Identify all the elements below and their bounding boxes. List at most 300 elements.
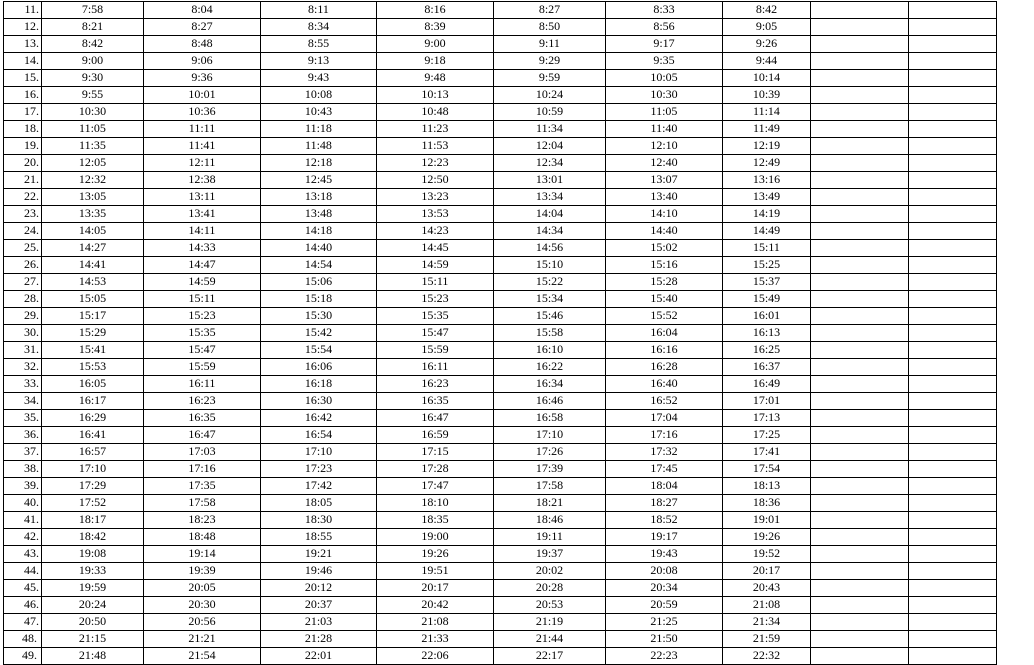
time-cell: 18:30: [261, 512, 377, 529]
time-cell: 12:34: [494, 155, 606, 172]
time-cell: 17:25: [723, 427, 811, 444]
table-row: [4, 410, 997, 427]
time-cell: 21:44: [494, 631, 606, 648]
empty-cell: [811, 597, 909, 614]
time-cell: 14:45: [377, 240, 494, 257]
empty-cell: [811, 104, 909, 121]
timetable-body: [4, 2, 997, 665]
time-cell: 16:17: [42, 393, 144, 410]
empty-cell: [909, 87, 997, 104]
time-cell: 17:10: [494, 427, 606, 444]
table-row: [4, 2, 997, 19]
time-cell: 16:57: [42, 444, 144, 461]
time-cell: 11:34: [494, 121, 606, 138]
time-cell: 18:27: [606, 495, 723, 512]
time-cell: 15:16: [606, 257, 723, 274]
time-cell: 9:35: [606, 53, 723, 70]
time-cell: 9:29: [494, 53, 606, 70]
time-cell: 10:30: [606, 87, 723, 104]
empty-cell: [811, 461, 909, 478]
empty-cell: [909, 257, 997, 274]
time-cell: 19:26: [723, 529, 811, 546]
time-cell: 20:42: [377, 597, 494, 614]
empty-cell: [909, 444, 997, 461]
time-cell: 16:10: [494, 342, 606, 359]
time-cell: 8:42: [42, 36, 144, 53]
time-cell: 18:52: [606, 512, 723, 529]
empty-cell: [811, 427, 909, 444]
empty-cell: [909, 427, 997, 444]
empty-cell: [909, 206, 997, 223]
time-cell: 18:46: [494, 512, 606, 529]
time-cell: 15:37: [723, 274, 811, 291]
time-cell: 18:35: [377, 512, 494, 529]
row-number: 23.: [4, 206, 42, 223]
table-row: [4, 172, 997, 189]
empty-cell: [909, 291, 997, 308]
time-cell: 15:49: [723, 291, 811, 308]
time-cell: 15:11: [723, 240, 811, 257]
time-cell: 15:59: [377, 342, 494, 359]
time-cell: 8:21: [42, 19, 144, 36]
time-cell: 17:15: [377, 444, 494, 461]
empty-cell: [811, 87, 909, 104]
empty-cell: [909, 189, 997, 206]
time-cell: 21:33: [377, 631, 494, 648]
row-number: 36.: [4, 427, 42, 444]
time-cell: 16:54: [261, 427, 377, 444]
empty-cell: [811, 2, 909, 19]
time-cell: 14:04: [494, 206, 606, 223]
empty-cell: [811, 53, 909, 70]
time-cell: 15:47: [377, 325, 494, 342]
time-cell: 17:32: [606, 444, 723, 461]
time-cell: 14:40: [606, 223, 723, 240]
row-number: 39.: [4, 478, 42, 495]
empty-cell: [811, 614, 909, 631]
empty-cell: [811, 240, 909, 257]
time-cell: 14:47: [144, 257, 261, 274]
time-cell: 21:08: [377, 614, 494, 631]
time-cell: 12:38: [144, 172, 261, 189]
time-cell: 17:52: [42, 495, 144, 512]
time-cell: 13:16: [723, 172, 811, 189]
time-cell: 14:05: [42, 223, 144, 240]
time-cell: 10:30: [42, 104, 144, 121]
time-cell: 20:53: [494, 597, 606, 614]
empty-cell: [811, 155, 909, 172]
table-row: [4, 359, 997, 376]
time-cell: 8:33: [606, 2, 723, 19]
time-cell: 11:48: [261, 138, 377, 155]
table-row: [4, 138, 997, 155]
time-cell: 22:06: [377, 648, 494, 665]
time-cell: 19:14: [144, 546, 261, 563]
time-cell: 17:10: [261, 444, 377, 461]
time-cell: 14:40: [261, 240, 377, 257]
row-number: 13.: [4, 36, 42, 53]
time-cell: 19:51: [377, 563, 494, 580]
time-cell: 21:25: [606, 614, 723, 631]
time-cell: 12:05: [42, 155, 144, 172]
table-row: [4, 342, 997, 359]
time-cell: 8:04: [144, 2, 261, 19]
time-cell: 15:41: [42, 342, 144, 359]
time-cell: 11:41: [144, 138, 261, 155]
row-number: 32.: [4, 359, 42, 376]
time-cell: 14:10: [606, 206, 723, 223]
empty-cell: [811, 478, 909, 495]
row-number: 24.: [4, 223, 42, 240]
row-number: 47.: [4, 614, 42, 631]
time-cell: 8:56: [606, 19, 723, 36]
table-row: [4, 87, 997, 104]
time-cell: 14:59: [144, 274, 261, 291]
empty-cell: [909, 342, 997, 359]
table-row: [4, 308, 997, 325]
time-cell: 10:48: [377, 104, 494, 121]
row-number: 28.: [4, 291, 42, 308]
time-cell: 10:08: [261, 87, 377, 104]
time-cell: 17:16: [144, 461, 261, 478]
time-cell: 9:59: [494, 70, 606, 87]
time-cell: 10:01: [144, 87, 261, 104]
time-cell: 14:18: [261, 223, 377, 240]
time-cell: 15:40: [606, 291, 723, 308]
table-row: [4, 53, 997, 70]
row-number: 34.: [4, 393, 42, 410]
time-cell: 16:30: [261, 393, 377, 410]
row-number: 11.: [4, 2, 42, 19]
time-cell: 11:14: [723, 104, 811, 121]
empty-cell: [811, 172, 909, 189]
row-number: 33.: [4, 376, 42, 393]
time-cell: 19:01: [723, 512, 811, 529]
empty-cell: [811, 325, 909, 342]
table-row: [4, 495, 997, 512]
time-cell: 8:34: [261, 19, 377, 36]
empty-cell: [909, 274, 997, 291]
empty-cell: [909, 36, 997, 53]
empty-cell: [811, 274, 909, 291]
empty-cell: [909, 563, 997, 580]
time-cell: 11:23: [377, 121, 494, 138]
row-number: 30.: [4, 325, 42, 342]
empty-cell: [909, 223, 997, 240]
table-row: [4, 393, 997, 410]
time-cell: 19:00: [377, 529, 494, 546]
time-cell: 18:10: [377, 495, 494, 512]
empty-cell: [811, 546, 909, 563]
time-cell: 11:35: [42, 138, 144, 155]
empty-cell: [909, 104, 997, 121]
time-cell: 16:04: [606, 325, 723, 342]
empty-cell: [909, 325, 997, 342]
empty-cell: [811, 223, 909, 240]
time-cell: 9:43: [261, 70, 377, 87]
row-number: 31.: [4, 342, 42, 359]
time-cell: 13:48: [261, 206, 377, 223]
time-cell: 11:05: [606, 104, 723, 121]
time-cell: 17:13: [723, 410, 811, 427]
time-cell: 17:41: [723, 444, 811, 461]
time-cell: 11:18: [261, 121, 377, 138]
empty-cell: [909, 138, 997, 155]
time-cell: 8:27: [144, 19, 261, 36]
time-cell: 9:26: [723, 36, 811, 53]
time-cell: 18:13: [723, 478, 811, 495]
row-number: 29.: [4, 308, 42, 325]
table-row: [4, 19, 997, 36]
time-cell: 17:54: [723, 461, 811, 478]
time-cell: 15:22: [494, 274, 606, 291]
table-row: [4, 444, 997, 461]
time-cell: 15:35: [377, 308, 494, 325]
time-cell: 14:33: [144, 240, 261, 257]
empty-cell: [811, 444, 909, 461]
empty-cell: [909, 155, 997, 172]
row-number: 22.: [4, 189, 42, 206]
empty-cell: [811, 189, 909, 206]
empty-cell: [811, 631, 909, 648]
time-cell: 8:48: [144, 36, 261, 53]
empty-cell: [811, 257, 909, 274]
time-cell: 10:43: [261, 104, 377, 121]
time-cell: 12:32: [42, 172, 144, 189]
time-cell: 16:42: [261, 410, 377, 427]
row-number: 49.: [4, 648, 42, 665]
time-cell: 16:23: [377, 376, 494, 393]
row-number: 20.: [4, 155, 42, 172]
time-cell: 15:02: [606, 240, 723, 257]
table-row: [4, 614, 997, 631]
time-cell: 16:22: [494, 359, 606, 376]
row-number: 35.: [4, 410, 42, 427]
time-cell: 21:08: [723, 597, 811, 614]
time-cell: 16:34: [494, 376, 606, 393]
time-cell: 14:41: [42, 257, 144, 274]
time-cell: 16:35: [377, 393, 494, 410]
time-cell: 10:13: [377, 87, 494, 104]
empty-cell: [909, 359, 997, 376]
empty-cell: [909, 529, 997, 546]
empty-cell: [909, 70, 997, 87]
time-cell: 10:36: [144, 104, 261, 121]
time-cell: 15:23: [377, 291, 494, 308]
time-cell: 15:28: [606, 274, 723, 291]
time-cell: 19:59: [42, 580, 144, 597]
time-cell: 16:59: [377, 427, 494, 444]
table-row: [4, 563, 997, 580]
table-row: [4, 376, 997, 393]
time-cell: 17:47: [377, 478, 494, 495]
time-cell: 8:50: [494, 19, 606, 36]
time-cell: 13:18: [261, 189, 377, 206]
time-cell: 10:05: [606, 70, 723, 87]
time-cell: 15:53: [42, 359, 144, 376]
time-cell: 12:50: [377, 172, 494, 189]
time-cell: 14:49: [723, 223, 811, 240]
time-cell: 19:08: [42, 546, 144, 563]
time-cell: 17:29: [42, 478, 144, 495]
time-cell: 21:21: [144, 631, 261, 648]
table-row: [4, 189, 997, 206]
time-cell: 21:50: [606, 631, 723, 648]
empty-cell: [909, 580, 997, 597]
empty-cell: [811, 495, 909, 512]
time-cell: 17:28: [377, 461, 494, 478]
time-cell: 18:42: [42, 529, 144, 546]
row-number: 44.: [4, 563, 42, 580]
empty-cell: [909, 631, 997, 648]
time-cell: 16:23: [144, 393, 261, 410]
time-cell: 16:47: [144, 427, 261, 444]
time-cell: 11:05: [42, 121, 144, 138]
time-cell: 14:56: [494, 240, 606, 257]
time-cell: 20:50: [42, 614, 144, 631]
time-cell: 21:15: [42, 631, 144, 648]
table-row: [4, 155, 997, 172]
time-cell: 14:23: [377, 223, 494, 240]
empty-cell: [811, 70, 909, 87]
empty-cell: [909, 478, 997, 495]
row-number: 19.: [4, 138, 42, 155]
time-cell: 18:17: [42, 512, 144, 529]
time-cell: 19:26: [377, 546, 494, 563]
time-cell: 13:23: [377, 189, 494, 206]
empty-cell: [909, 308, 997, 325]
empty-cell: [909, 240, 997, 257]
time-cell: 19:37: [494, 546, 606, 563]
table-row: [4, 70, 997, 87]
time-cell: 15:42: [261, 325, 377, 342]
empty-cell: [909, 410, 997, 427]
time-cell: 17:45: [606, 461, 723, 478]
row-number: 41.: [4, 512, 42, 529]
time-cell: 8:55: [261, 36, 377, 53]
time-cell: 9:00: [42, 53, 144, 70]
empty-cell: [909, 19, 997, 36]
empty-cell: [811, 308, 909, 325]
time-cell: 20:17: [377, 580, 494, 597]
time-cell: 20:05: [144, 580, 261, 597]
empty-cell: [811, 206, 909, 223]
time-cell: 12:10: [606, 138, 723, 155]
time-cell: 20:37: [261, 597, 377, 614]
time-cell: 14:59: [377, 257, 494, 274]
time-cell: 9:05: [723, 19, 811, 36]
time-cell: 10:14: [723, 70, 811, 87]
time-cell: 9:30: [42, 70, 144, 87]
time-cell: 15:11: [144, 291, 261, 308]
time-cell: 15:54: [261, 342, 377, 359]
table-row: [4, 291, 997, 308]
table-row: [4, 121, 997, 138]
row-number: 27.: [4, 274, 42, 291]
time-cell: 18:55: [261, 529, 377, 546]
time-cell: 17:58: [144, 495, 261, 512]
time-cell: 16:29: [42, 410, 144, 427]
time-cell: 11:53: [377, 138, 494, 155]
time-cell: 21:03: [261, 614, 377, 631]
empty-cell: [909, 2, 997, 19]
table-row: [4, 36, 997, 53]
time-cell: 15:25: [723, 257, 811, 274]
time-cell: 18:05: [261, 495, 377, 512]
table-row: [4, 580, 997, 597]
empty-cell: [909, 461, 997, 478]
row-number: 21.: [4, 172, 42, 189]
time-cell: 16:49: [723, 376, 811, 393]
time-cell: 9:06: [144, 53, 261, 70]
row-number: 17.: [4, 104, 42, 121]
time-cell: 20:02: [494, 563, 606, 580]
empty-cell: [811, 376, 909, 393]
table-row: [4, 512, 997, 529]
time-cell: 13:07: [606, 172, 723, 189]
time-cell: 18:21: [494, 495, 606, 512]
time-cell: 21:59: [723, 631, 811, 648]
empty-cell: [811, 580, 909, 597]
time-cell: 19:11: [494, 529, 606, 546]
time-cell: 21:34: [723, 614, 811, 631]
empty-cell: [909, 393, 997, 410]
row-number: 12.: [4, 19, 42, 36]
table-row: [4, 206, 997, 223]
time-cell: 9:18: [377, 53, 494, 70]
time-cell: 18:36: [723, 495, 811, 512]
time-cell: 14:54: [261, 257, 377, 274]
table-row: [4, 461, 997, 478]
time-cell: 17:35: [144, 478, 261, 495]
empty-cell: [811, 291, 909, 308]
row-number: 18.: [4, 121, 42, 138]
empty-cell: [811, 138, 909, 155]
table-row: [4, 478, 997, 495]
table-row: [4, 240, 997, 257]
time-cell: 16:11: [144, 376, 261, 393]
table-row: [4, 104, 997, 121]
time-cell: 18:48: [144, 529, 261, 546]
time-cell: 16:37: [723, 359, 811, 376]
time-cell: 19:17: [606, 529, 723, 546]
empty-cell: [811, 342, 909, 359]
time-cell: 19:33: [42, 563, 144, 580]
row-number: 48.: [4, 631, 42, 648]
row-number: 42.: [4, 529, 42, 546]
time-cell: 12:40: [606, 155, 723, 172]
time-cell: 22:32: [723, 648, 811, 665]
empty-cell: [811, 359, 909, 376]
table-row: [4, 597, 997, 614]
time-cell: 13:11: [144, 189, 261, 206]
time-cell: 11:49: [723, 121, 811, 138]
row-number: 46.: [4, 597, 42, 614]
time-cell: 18:04: [606, 478, 723, 495]
time-cell: 19:21: [261, 546, 377, 563]
row-number: 43.: [4, 546, 42, 563]
empty-cell: [811, 648, 909, 665]
row-number: 25.: [4, 240, 42, 257]
time-cell: 9:00: [377, 36, 494, 53]
time-cell: 13:35: [42, 206, 144, 223]
time-cell: 15:10: [494, 257, 606, 274]
time-cell: 15:18: [261, 291, 377, 308]
empty-cell: [909, 53, 997, 70]
empty-cell: [811, 121, 909, 138]
row-number: 40.: [4, 495, 42, 512]
time-cell: 9:13: [261, 53, 377, 70]
